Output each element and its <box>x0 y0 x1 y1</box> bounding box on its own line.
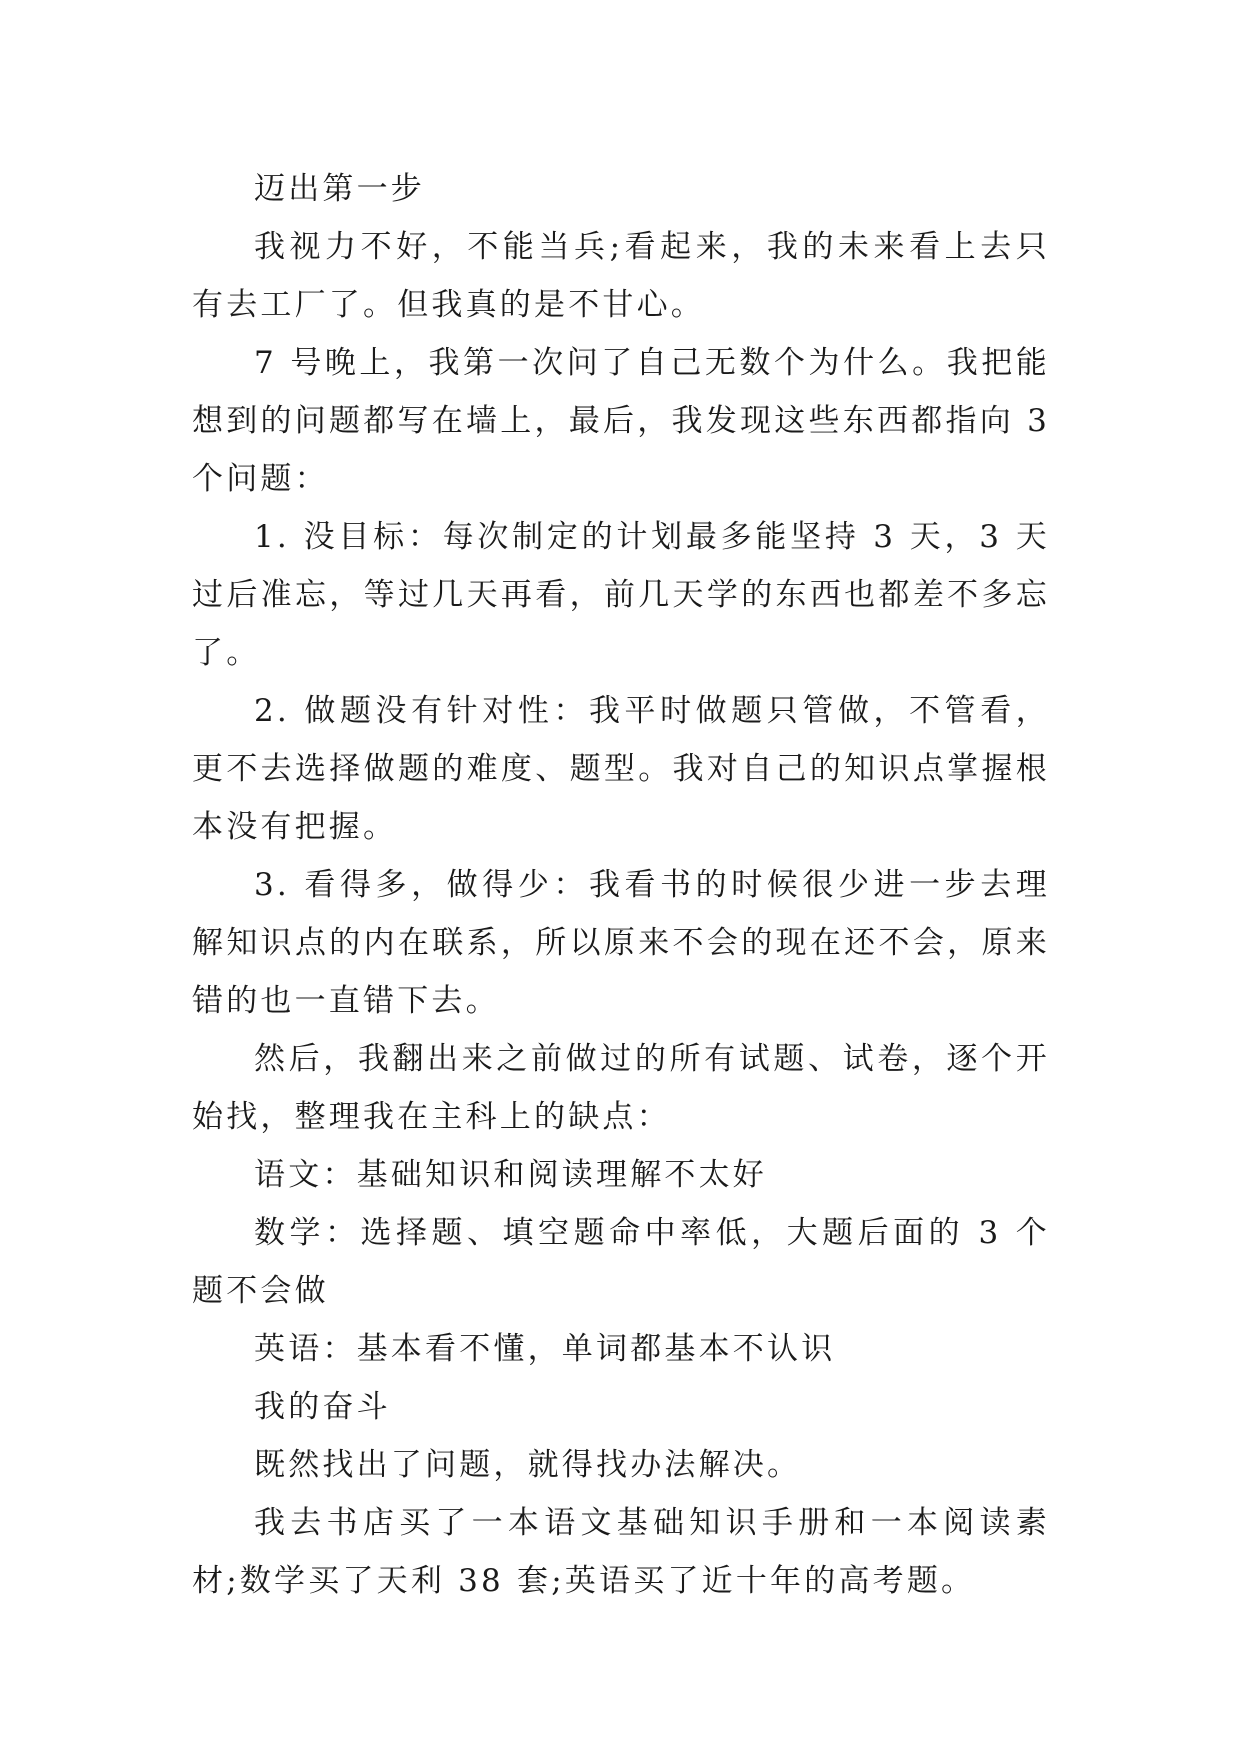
list-item: 3. 看得多，做得少：我看书的时候很少进一步去理解知识点的内在联系，所以原来不会的现在还不会，原来错的也一直错下去。 <box>192 867 1050 1019</box>
paragraph: 然后，我翻出来之前做过的所有试题、试卷，逐个开始找，整理我在主科上的缺点： <box>192 1041 1050 1135</box>
subject-note: 数学：选择题、填空题命中率低，大题后面的 3 个题不会做 <box>192 1215 1050 1309</box>
paragraph: 7 号晚上，我第一次问了自己无数个为什么。我把能想到的问题都写在墙上，最后，我发现这些东西都指向 3 个问题： <box>192 345 1050 497</box>
paragraph: 我去书店买了一本语文基础知识手册和一本阅读素材;数学买了天利 38 套;英语买了近十年的高考题。 <box>192 1505 1050 1599</box>
paragraph: 既然找出了问题，就得找办法解决。 <box>254 1447 802 1483</box>
list-item: 1. 没目标：每次制定的计划最多能坚持 3 天，3 天过后准忘，等过几天再看，前几天学的东西也都差不多忘了。 <box>192 519 1050 671</box>
section-heading: 我的奋斗 <box>254 1389 391 1425</box>
section-heading: 迈出第一步 <box>254 171 425 207</box>
subject-note: 英语：基本看不懂，单词都基本不认识 <box>254 1331 836 1367</box>
document-body <box>192 160 1050 1610</box>
paragraph: 我视力不好，不能当兵;看起来，我的未来看上去只有去工厂了。但我真的是不甘心。 <box>192 229 1050 323</box>
list-item: 2. 做题没有针对性：我平时做题只管做，不管看，更不去选择做题的难度、题型。我对自己的知识点掌握根本没有把握。 <box>192 693 1050 845</box>
subject-note: 语文：基础知识和阅读理解不太好 <box>254 1157 767 1193</box>
